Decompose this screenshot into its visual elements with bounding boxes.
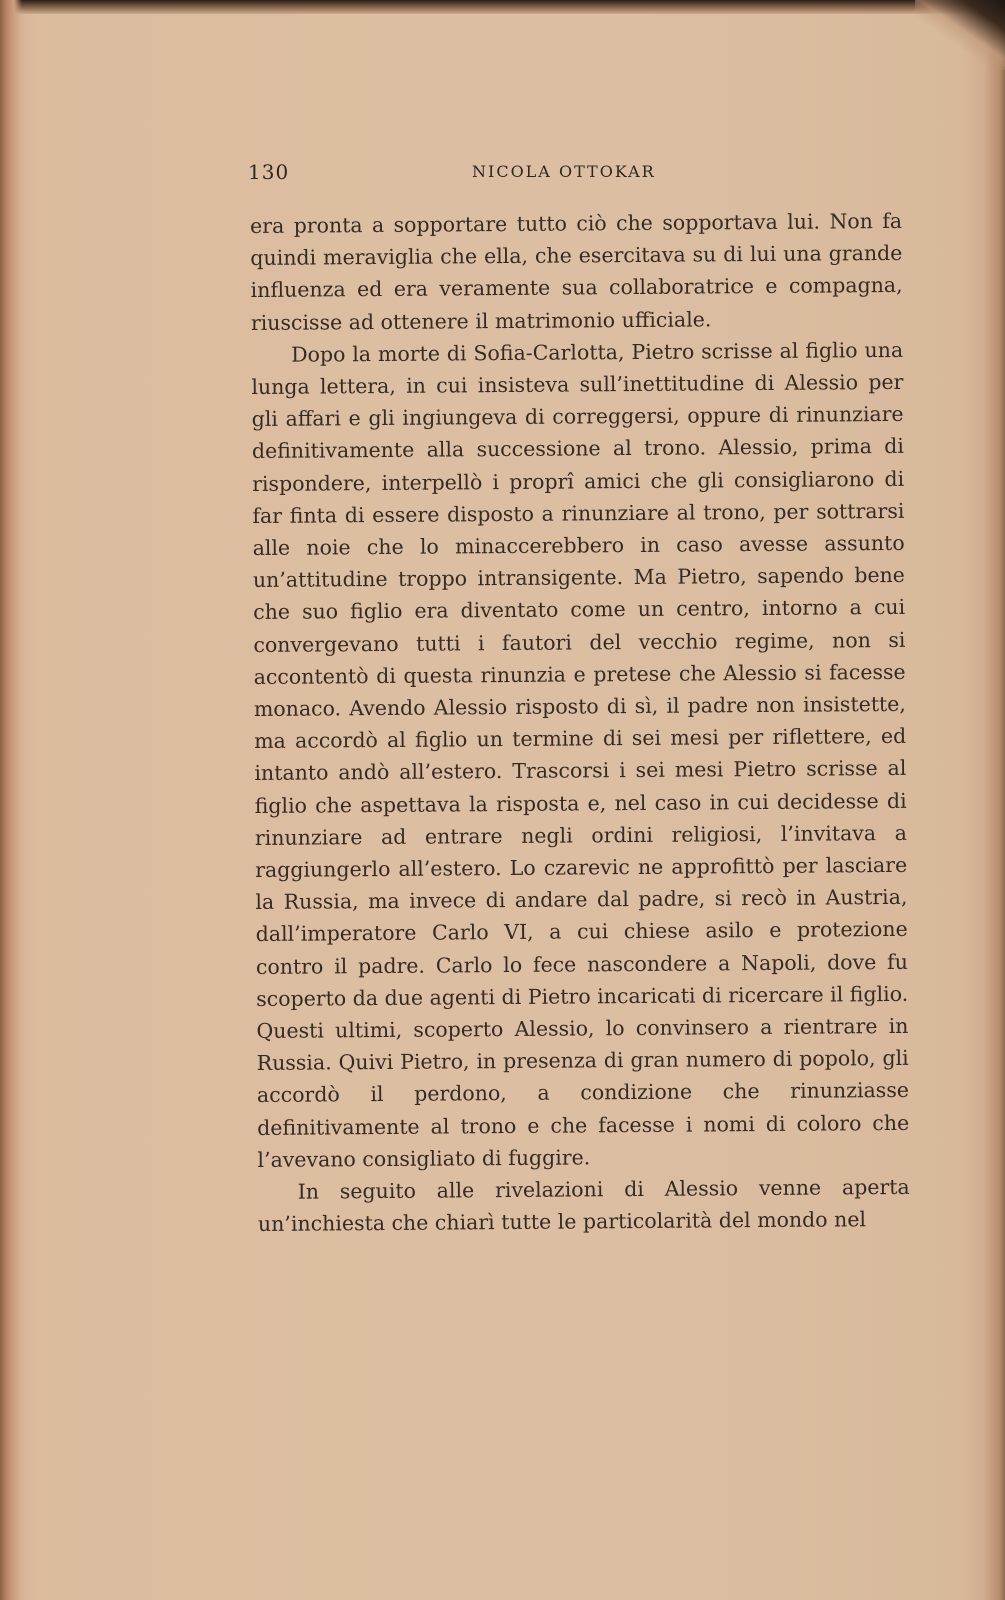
page-header bbox=[248, 160, 908, 190]
paragraph-continuation: era pronta a sopportare tutto ciò che sopportava lui. Non fa quindi meraviglia che ella, che esercitava su di lui una grande influenza ed era veramente sua collaboratrice e compagna, riuscisse ad ottenere il matrimonio ufficiale. bbox=[250, 208, 903, 335]
paragraph-in-seguito: In seguito alle rivelazioni di Alessio venne aperta un’inchiesta che chiarì tutte le particolarità del mondo nel bbox=[257, 1174, 910, 1237]
page-right-edge bbox=[985, 0, 1005, 1600]
page-top-edge bbox=[0, 0, 1005, 14]
folded-corner bbox=[915, 0, 1005, 70]
body-text bbox=[250, 205, 910, 1241]
paragraph-dopo-la-morte: Dopo la morte di Sofia-Carlotta, Pietro scrisse al figlio una lunga lettera, in cui insisteva sull’inettitudine di Alessio per gli affari e gli ingiungeva di correggersi, oppure di rinunziare definitivamente alla successione al trono. Alessio, prima di rispondere, interpellò i proprî amici che gli consigliarono di far finta di essere disposto a rinunziare al trono, per sottrarsi alle noie che lo minaccerebbero in caso avesse assunto un’attitudine troppo intransigente. Ma Pietro, sapendo bene che suo figlio era diventato come un centro, intorno a cui convergevano tutti i fautori del vecchio regime, non si accontentò di questa rinunzia e pretese che Alessio si facesse monaco. Avendo Alessio risposto di sì, il padre non insistette, ma accordò al figlio un termine di sei mesi per riflettere, ed intanto andò all’estero. Trascorsi i sei mesi Pietro scrisse al figlio che aspettava la risposta e, nel caso in cui decidesse di rinunziare ad entrare negli ordini religiosi, l’invitava a raggiungerlo all’estero. Lo czarevic ne approfittò per lasciare la Russia, ma invece di andare dal padre, si recò in Austria, dall’imperatore Carlo VI, a cui chiese asilo e protezione contro il padre. Carlo lo fece nascondere a Napoli, dove fu scoperto da due agenti di Pietro incaricati di ricercare il figlio. Questi ultimi, scoperto Alessio, lo convinsero a rientrare in Russia. Quivi Pietro, in presenza di gran numero di popolo, gli accordò il perdono, a condizione che rinunziasse definitivamente al trono e che facesse i nomi di coloro che l’avevano consigliato di fuggire. bbox=[251, 337, 910, 1172]
running-head: NICOLA OTTOKAR bbox=[472, 162, 656, 181]
page-left-edge bbox=[0, 0, 22, 1600]
page-number: 130 bbox=[248, 160, 290, 184]
